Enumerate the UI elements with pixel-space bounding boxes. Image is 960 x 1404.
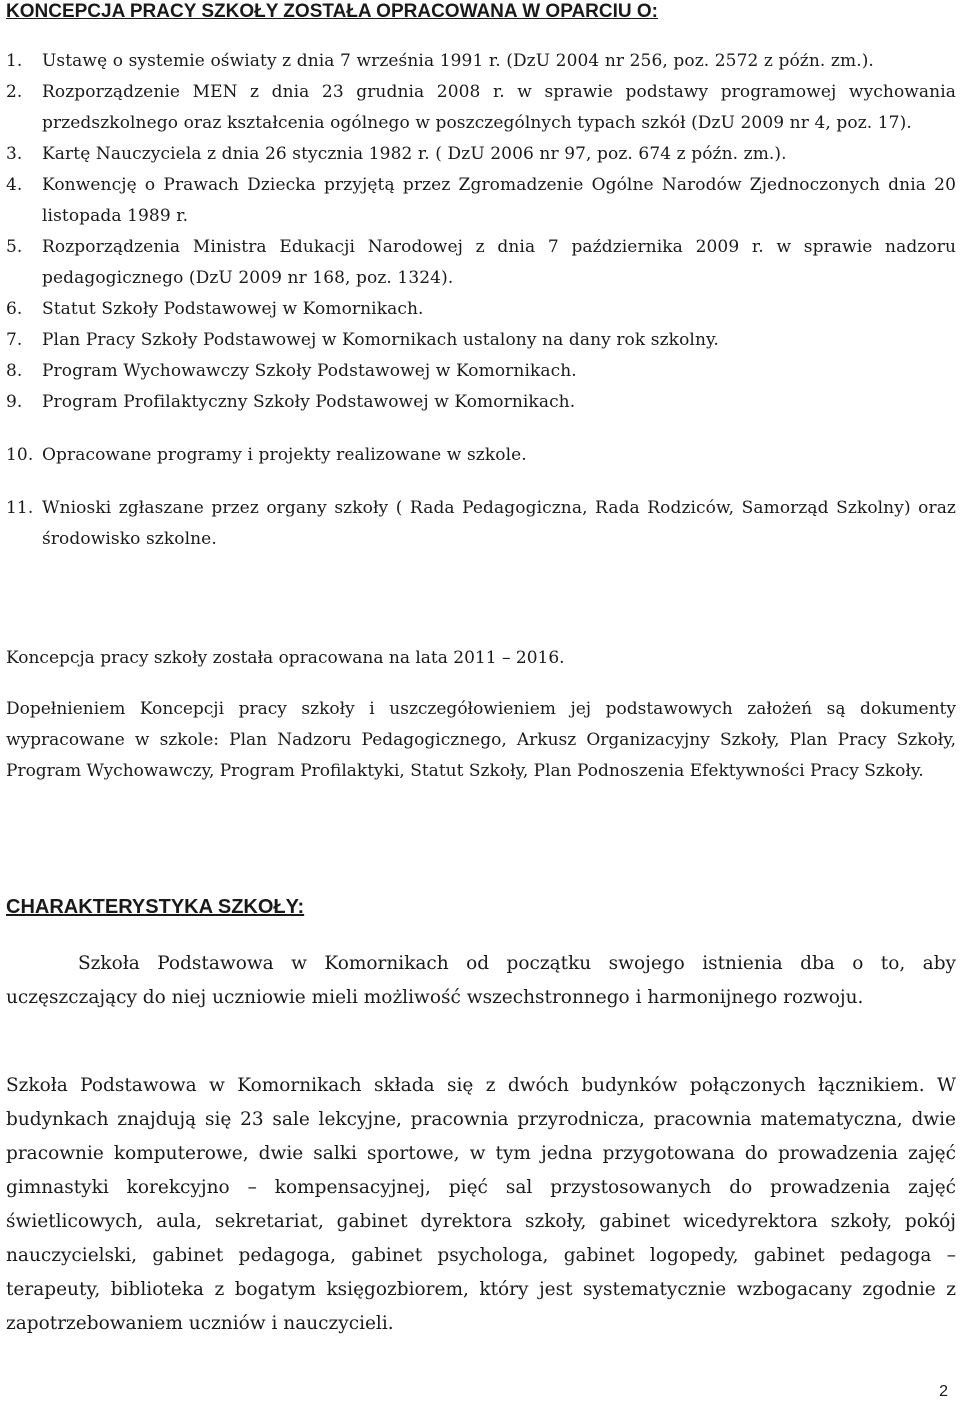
list-item-number: 4.: [6, 175, 23, 195]
list-item-number: 5.: [6, 237, 23, 257]
list-item-text: Kartę Nauczyciela z dnia 26 stycznia 1982 r. ( DzU 2006 nr 97, poz. 674 z późn. zm.).: [42, 144, 787, 164]
koncepcja-period-paragraph: Koncepcja pracy szkoły została opracowana na lata 2011 – 2016.: [6, 648, 565, 668]
list-item-text: Rozporządzenia Ministra Edukacji Narodowej z dnia 7 października 2009 r. w sprawie nadzoru pedagogicznego (DzU 2009 nr 168, poz. 1324).: [42, 237, 956, 288]
list-item: [6, 139, 956, 170]
list-item-text: Plan Pracy Szkoły Podstawowej w Komornikach ustalony na dany rok szkolny.: [42, 330, 719, 350]
list-item-number: 6.: [6, 299, 23, 319]
list-item-number: 11.: [6, 498, 34, 518]
section-heading-charakterystyka: CHARAKTERYSTYKA SZKOŁY:: [6, 896, 305, 918]
list-item: [6, 387, 956, 418]
list-item-text: Ustawę o systemie oświaty z dnia 7 września 1991 r. (DzU 2004 nr 256, poz. 2572 z późn. zm.).: [42, 51, 874, 71]
legal-basis-list: [6, 46, 956, 555]
list-item-text: Program Wychowawczy Szkoły Podstawowej w Komornikach.: [42, 361, 577, 381]
list-item: [6, 232, 956, 294]
school-mission-paragraph: Szkoła Podstawowa w Komornikach od początku swojego istnienia dba o to, aby uczęszczający do niej uczniowie mieli możliwość wszechstronnego i harmonijnego rozwoju.: [6, 953, 956, 1008]
list-item-number: 10.: [6, 445, 34, 465]
list-item: [6, 46, 956, 77]
list-item: [6, 493, 956, 555]
page-number: 2: [939, 1383, 948, 1400]
section-heading-koncepcja: KONCEPCJA PRACY SZKOŁY ZOSTAŁA OPRACOWANA W OPARCIU O:: [6, 1, 659, 22]
list-item-text: Wnioski zgłaszane przez organy szkoły ( Rada Pedagogiczna, Rada Rodziców, Samorząd Szkolny) oraz środowisko szkolne.: [42, 498, 956, 549]
list-item: [6, 325, 956, 356]
list-item-number: 7.: [6, 330, 23, 350]
list-item: [6, 294, 956, 325]
list-item: [6, 440, 956, 471]
list-item: [6, 77, 956, 139]
list-item: [6, 170, 956, 232]
list-item-number: 1.: [6, 51, 23, 71]
list-item-number: 8.: [6, 361, 23, 381]
list-item-text: Opracowane programy i projekty realizowane w szkole.: [42, 445, 527, 465]
list-item-number: 2.: [6, 82, 23, 102]
list-item-text: Program Profilaktyczny Szkoły Podstawowej w Komornikach.: [42, 392, 576, 412]
list-item-number: 9.: [6, 392, 23, 412]
list-item-text: Statut Szkoły Podstawowej w Komornikach.: [42, 299, 424, 319]
school-facilities-paragraph: Szkoła Podstawowa w Komornikach składa się z dwóch budynków połączonych łącznikiem. W budynkach znajdują się 23 sale lekcyjne, pracownia przyrodnicza, pracownia matematyczna, dwie pracownie komputerowe, dwie salki sportowe, w tym jedna przygotowana do prowadzenia zajęć gimnastyki korekcyjno – kompensacyjnej, pięć sal przystosowanych do prowadzenia zajęć świetlicowych, aula, sekretariat, gabinet dyrektora szkoły, gabinet wicedyrektora szkoły, pokój nauczycielski, gabinet pedagoga, gabinet psychologa, gabinet logopedy, gabinet pedagoga – terapeuty, biblioteka z bogatym księgozbiorem, który jest systematycznie wzbogacany zgodnie z zapotrzebowaniem uczniów i nauczycieli.: [6, 1075, 956, 1334]
list-item-text: Konwencję o Prawach Dziecka przyjętą przez Zgromadzenie Ogólne Narodów Zjednoczonych dnia 20 listopada 1989 r.: [42, 175, 956, 226]
list-item-number: 3.: [6, 144, 23, 164]
list-item: [6, 356, 956, 387]
list-item-text: Rozporządzenie MEN z dnia 23 grudnia 2008 r. w sprawie podstawy programowej wychowania przedszkolnego oraz kształcenia ogólnego w poszczególnych typach szkół (DzU 2009 nr 4, poz. 17).: [42, 82, 956, 133]
document-page: [6, 0, 956, 1404]
supplementary-documents-paragraph: Dopełnieniem Koncepcji pracy szkoły i uszczegółowieniem jej podstawowych założeń są dokumenty wypracowane w szkole: Plan Nadzoru Pedagogicznego, Arkusz Organizacyjny Szkoły, Plan Pracy Szkoły, Program Wychowawczy, Program Profilaktyki, Statut Szkoły, Plan Podnoszenia Efektywności Pracy Szkoły.: [6, 699, 956, 781]
